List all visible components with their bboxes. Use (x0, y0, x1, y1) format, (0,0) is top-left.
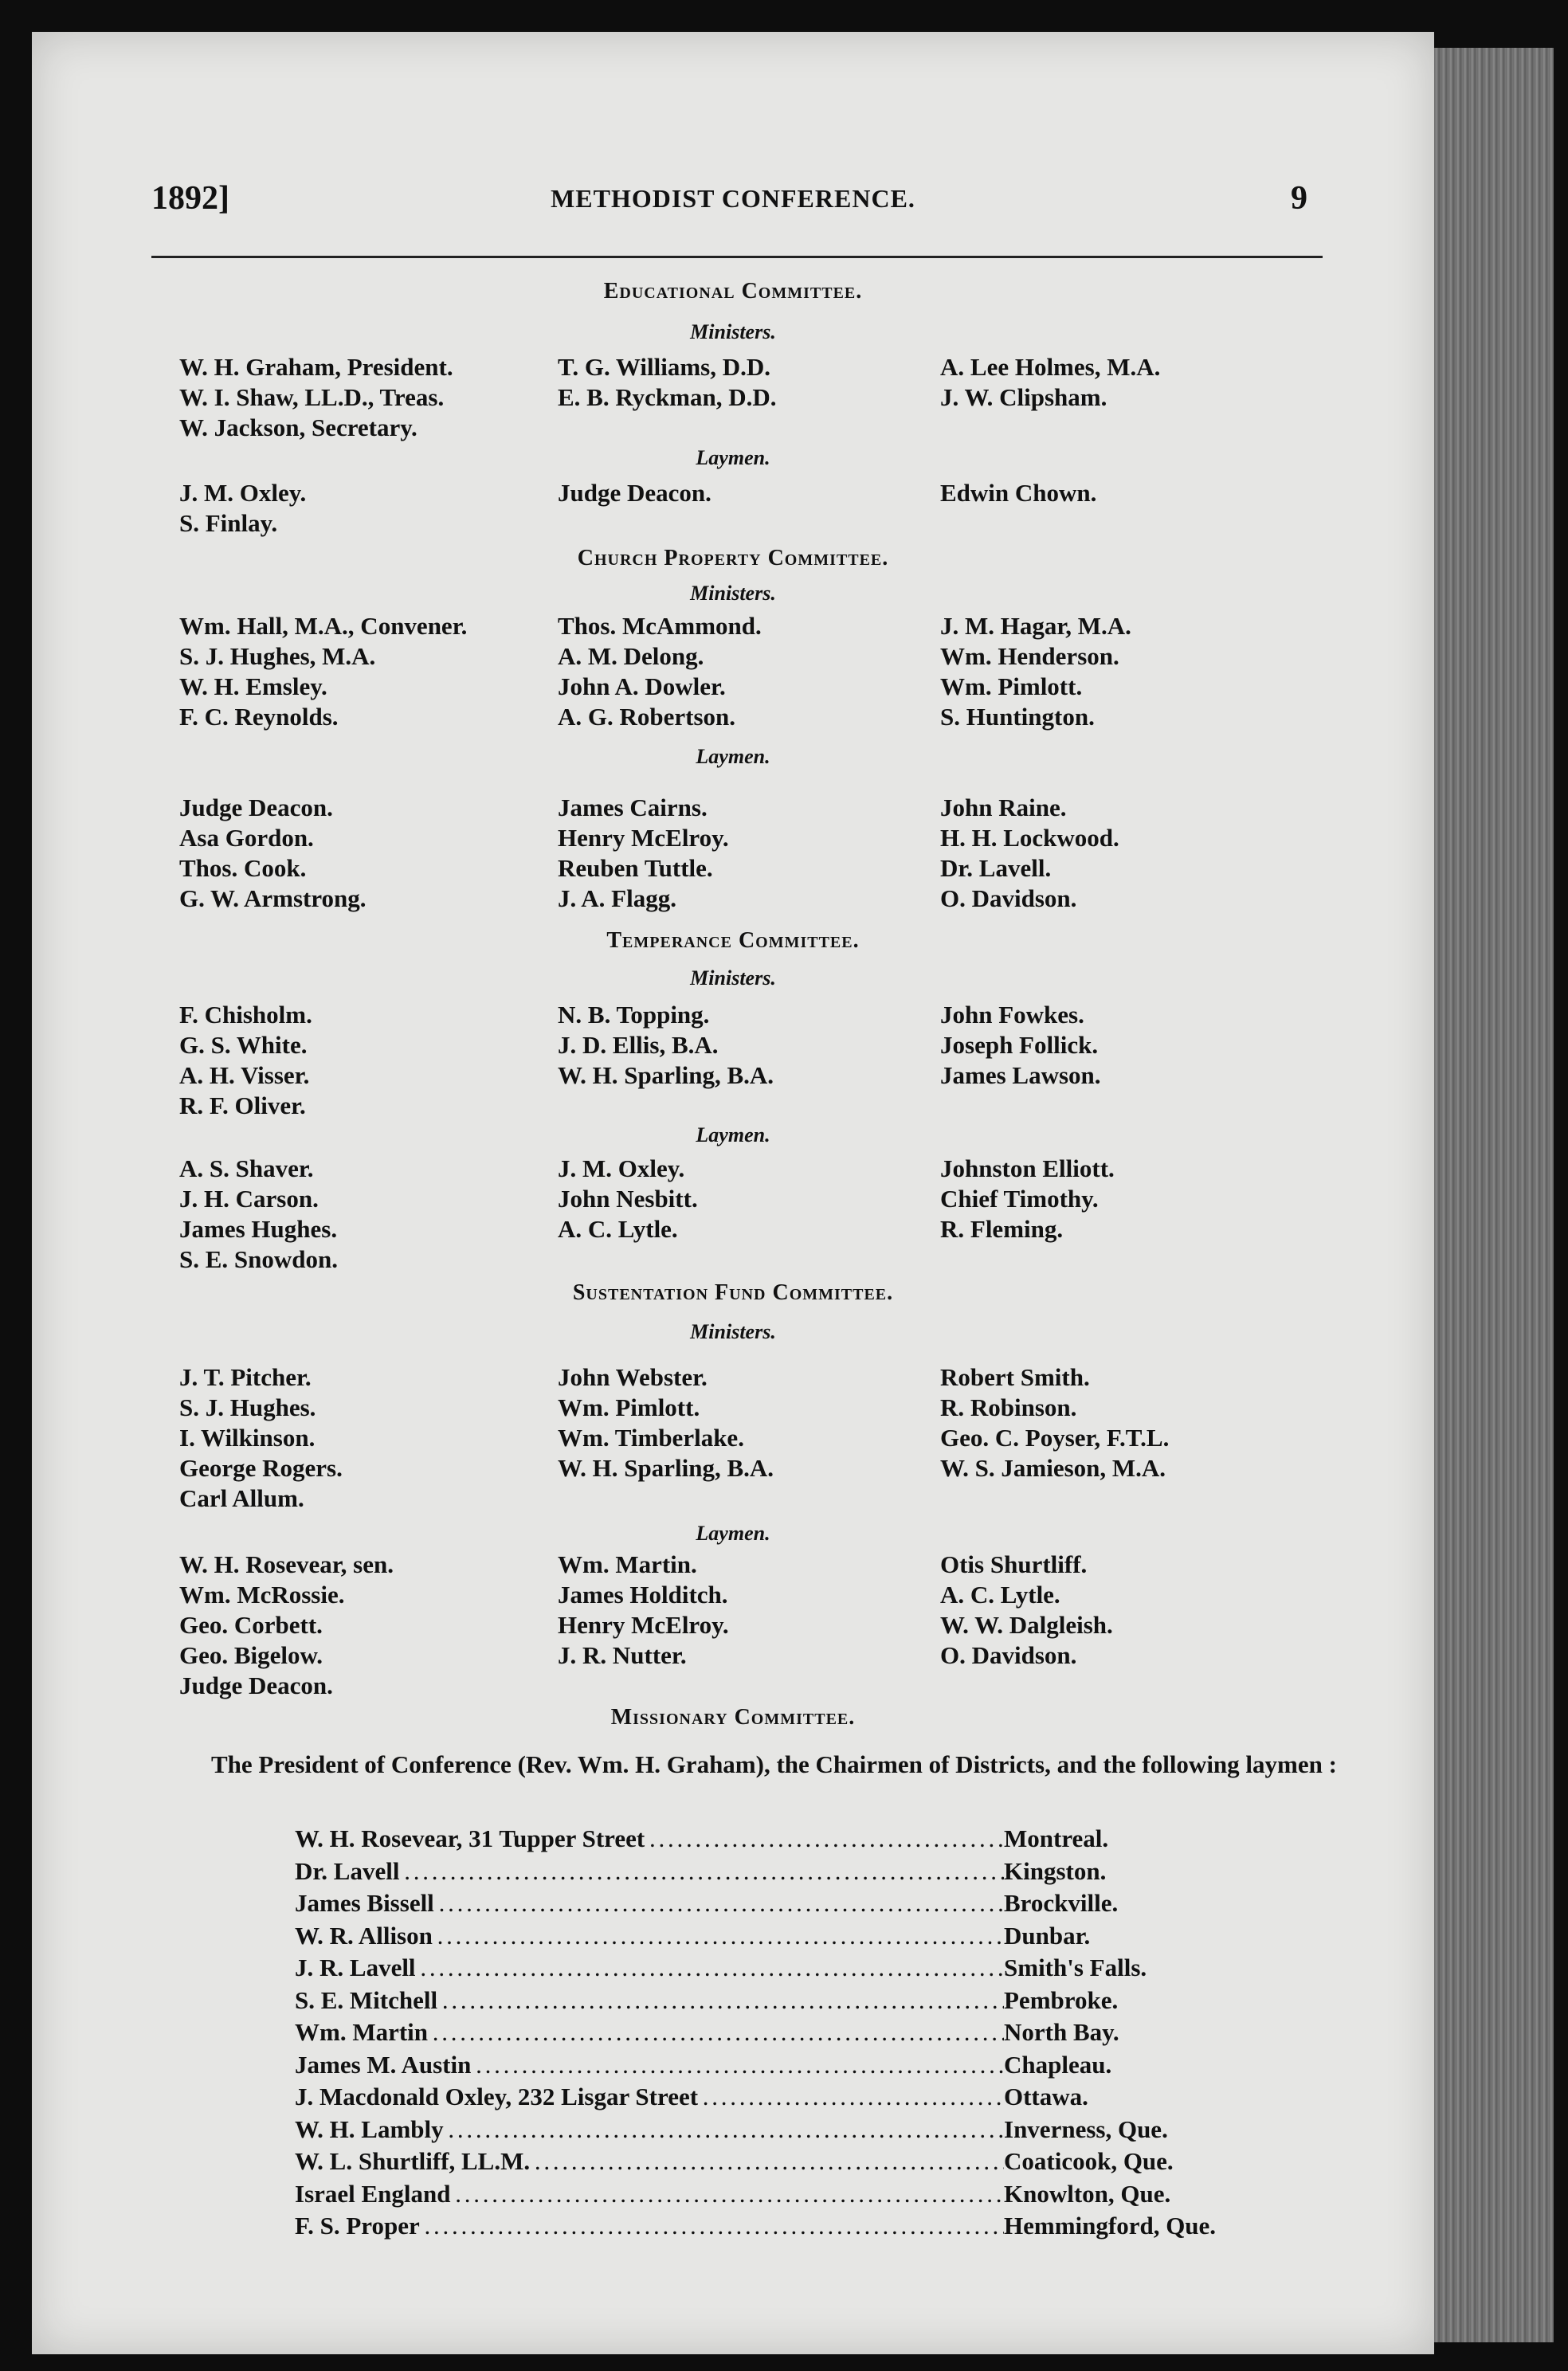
member-name: J. M. Oxley. (558, 1154, 685, 1182)
member-place: Hemmingford, Que. (1004, 2212, 1217, 2240)
member-name: A. H. Visser. (179, 1061, 310, 1089)
member-name: W. H. Rosevear, sen. (179, 1550, 394, 1578)
member-name: Asa Gordon. (179, 824, 314, 852)
member-name: Robert Smith. (940, 1363, 1090, 1391)
laymen-column (179, 1550, 394, 1701)
member-name: Dr. Lavell . . . (295, 1857, 1004, 1886)
member-name: Thos. Cook. (179, 854, 307, 882)
laymen-column (179, 478, 306, 539)
member-name: Reuben Tuttle. (558, 854, 713, 882)
member-name: G. S. White. (179, 1031, 308, 1059)
member-name: G. W. Armstrong. (179, 884, 367, 912)
member-name: W. Jackson, Secretary. (179, 413, 417, 441)
member-name: W. H. Sparling, B.A. (558, 1061, 774, 1089)
laymen-label: Laymen. (696, 1123, 770, 1146)
laymen-column (179, 1154, 338, 1275)
ministers-label: Ministers. (690, 1320, 776, 1343)
page-edge (1434, 48, 1554, 2342)
member-name: W. H. Graham, President. (179, 353, 453, 381)
member-name: S. E. Mitchell . . . (295, 1986, 1004, 2015)
member-name: James Holditch. (558, 1581, 728, 1609)
member-name: W. R. Allison . . . (295, 1922, 1004, 1950)
list-item (295, 1986, 1283, 2019)
section-title-church-property: Church Property Committee. (577, 546, 889, 570)
list-item (295, 2018, 1283, 2051)
ministers-column (179, 1000, 312, 1121)
header-rule (151, 256, 1323, 258)
member-name: Edwin Chown. (940, 479, 1097, 507)
ministers-column (940, 1362, 1169, 1483)
member-name: F. Chisholm. (179, 1001, 312, 1029)
member-name: John Webster. (558, 1363, 708, 1391)
member-name: J. R. Nutter. (558, 1641, 687, 1669)
ministers-column (558, 352, 777, 413)
member-name: W. L. Shurtliff, LL.M. . . . (295, 2147, 1004, 2176)
member-name: Chief Timothy. (940, 1185, 1099, 1213)
member-name: S. J. Hughes. (179, 1393, 316, 1421)
member-name: John Nesbitt. (558, 1185, 698, 1213)
member-place: Montreal. (1004, 1824, 1109, 1852)
member-name: James Lawson. (940, 1061, 1101, 1089)
list-item (295, 1889, 1283, 1922)
list-item (295, 2147, 1283, 2180)
member-name: W. H. Emsley. (179, 672, 327, 700)
member-name: N. B. Topping. (558, 1001, 710, 1029)
missionary-intro-text: The President of Conference (Rev. Wm. H. Graham), the Chairmen of Districts, and the following laymen : (211, 1750, 1337, 1778)
member-name: W. W. Dalgleish. (940, 1611, 1113, 1639)
member-name: R. Fleming. (940, 1215, 1064, 1243)
member-name: J. R. Lavell . . . (295, 1954, 1004, 1982)
member-place: Dunbar. (1004, 1921, 1091, 1950)
member-name: George Rogers. (179, 1454, 343, 1482)
member-name: A. G. Robertson. (558, 703, 736, 731)
member-name: F. S. Proper . . . (295, 2212, 1004, 2240)
member-name: Dr. Lavell. (940, 854, 1052, 882)
laymen-label: Laymen. (696, 1522, 770, 1545)
member-place: Pembroke. (1004, 1985, 1119, 2014)
member-name: A. S. Shaver. (179, 1154, 314, 1182)
member-name: Wm. Martin . . . (295, 2018, 1004, 2047)
member-name: R. F. Oliver. (179, 1091, 306, 1119)
member-name: J. T. Pitcher. (179, 1363, 312, 1391)
missionary-member-list (295, 1824, 1283, 2244)
member-name: Geo. C. Poyser, F.T.L. (940, 1424, 1170, 1452)
section-title-missionary: Missionary Committee. (610, 1705, 856, 1730)
member-name: Judge Deacon. (179, 794, 333, 821)
member-name: A. C. Lytle. (940, 1581, 1060, 1609)
member-place: Chapleau. (1004, 2050, 1112, 2079)
member-name: W. H. Sparling, B.A. (558, 1454, 774, 1482)
laymen-column (558, 478, 711, 508)
ministers-column (558, 1000, 774, 1091)
laymen-column (940, 1154, 1115, 1244)
member-name: Judge Deacon. (558, 479, 711, 507)
section-title-temperance: Temperance Committee. (606, 928, 860, 953)
member-name: O. Davidson. (940, 1641, 1077, 1669)
list-item (295, 2083, 1283, 2115)
list-item (295, 2180, 1283, 2212)
list-item (295, 2115, 1283, 2148)
laymen-column (558, 1550, 729, 1671)
member-name: A. M. Delong. (558, 642, 704, 670)
member-name: W. I. Shaw, LL.D., Treas. (179, 383, 445, 411)
list-item (295, 2051, 1283, 2083)
member-name: Carl Allum. (179, 1484, 304, 1512)
member-name: Geo. Bigelow. (179, 1641, 323, 1669)
member-name: O. Davidson. (940, 884, 1077, 912)
list-item (295, 1824, 1283, 1857)
member-place: Ottawa. (1004, 2083, 1088, 2110)
member-name: Wm. Henderson. (940, 642, 1119, 670)
member-name: J. A. Flagg. (558, 884, 676, 912)
member-name: W. H. Lambly . . . (295, 2115, 1004, 2144)
member-name: J. Macdonald Oxley, 232 Lisgar Street . . . (295, 2083, 1004, 2111)
ministers-column (940, 352, 1160, 413)
laymen-column (179, 793, 367, 914)
member-name: John Raine. (940, 794, 1067, 821)
member-name: Henry McElroy. (558, 1611, 729, 1639)
ministers-label: Ministers. (690, 320, 776, 343)
member-name: Wm. Hall, M.A., Convener. (179, 612, 468, 640)
ministers-column (558, 611, 762, 732)
member-name: John A. Dowler. (558, 672, 726, 700)
book-page (32, 32, 1434, 2354)
laymen-label: Laymen. (696, 446, 770, 469)
ministers-column (179, 611, 467, 732)
laymen-column (558, 1154, 698, 1244)
member-name: Joseph Follick. (940, 1031, 1099, 1059)
member-name: R. Robinson. (940, 1393, 1077, 1421)
member-name: Otis Shurtliff. (940, 1550, 1088, 1578)
list-item (295, 2212, 1283, 2244)
member-place: Smith's Falls. (1004, 1954, 1147, 1981)
header-year: 1892] (151, 180, 229, 217)
laymen-label: Laymen. (696, 745, 770, 768)
member-name: S. Finlay. (179, 509, 278, 537)
laymen-column (940, 793, 1119, 914)
ministers-column (940, 611, 1131, 732)
member-name: I. Wilkinson. (179, 1424, 316, 1452)
member-name: James Hughes. (179, 1215, 338, 1243)
member-name: W. H. Rosevear, 31 Tupper Street . . . (295, 1824, 1004, 1853)
member-name: S. Huntington. (940, 703, 1095, 731)
member-name: J. M. Oxley. (179, 479, 307, 507)
running-title: METHODIST CONFERENCE. (551, 184, 915, 213)
member-name: James Cairns. (558, 794, 708, 821)
ministers-column (558, 1362, 774, 1483)
member-place: Inverness, Que. (1004, 2114, 1168, 2143)
member-name: F. C. Reynolds. (179, 703, 339, 731)
member-name: Geo. Corbett. (179, 1611, 323, 1639)
section-title-sustentation: Sustentation Fund Committee. (572, 1280, 894, 1305)
member-name: T. G. Williams, D.D. (558, 353, 770, 381)
member-name: A. Lee Holmes, M.A. (940, 353, 1161, 381)
ministers-column (179, 1362, 343, 1514)
member-place: Knowlton, Que. (1004, 2179, 1171, 2208)
member-name: Wm. McRossie. (179, 1581, 345, 1609)
member-name: E. B. Ryckman, D.D. (558, 383, 777, 411)
member-name: Johnston Elliott. (940, 1154, 1115, 1182)
member-place: Coaticook, Que. (1004, 2147, 1174, 2175)
member-name: S. E. Snowdon. (179, 1245, 339, 1273)
member-place: Brockville. (1004, 1889, 1119, 1917)
list-item (295, 1954, 1283, 1986)
member-name: James M. Austin . . . (295, 2051, 1004, 2079)
laymen-column (558, 793, 729, 914)
list-item (295, 1922, 1283, 1954)
missionary-intro (179, 1749, 1343, 1781)
list-item (295, 1857, 1283, 1890)
member-name: J. M. Hagar, M.A. (940, 612, 1131, 640)
member-name: J. W. Clipsham. (940, 383, 1107, 411)
page-header (32, 179, 1434, 219)
member-name: Wm. Pimlott. (558, 1393, 700, 1421)
laymen-column (940, 1550, 1113, 1671)
member-name: W. S. Jamieson, M.A. (940, 1454, 1166, 1482)
member-name: S. J. Hughes, M.A. (179, 642, 376, 670)
member-name: Wm. Timberlake. (558, 1424, 744, 1452)
member-name: James Bissell . . . (295, 1889, 1004, 1918)
page-number: 9 (1291, 180, 1307, 217)
member-name: Thos. McAmmond. (558, 612, 762, 640)
ministers-label: Ministers. (690, 582, 776, 605)
member-name: H. H. Lockwood. (940, 824, 1119, 852)
member-name: Henry McElroy. (558, 824, 729, 852)
member-place: Kingston. (1004, 1856, 1107, 1885)
member-name: A. C. Lytle. (558, 1215, 678, 1243)
member-name: J. D. Ellis, B.A. (558, 1031, 719, 1059)
member-name: Israel England . . . (295, 2180, 1004, 2208)
ministers-column (179, 352, 453, 443)
member-name: Wm. Pimlott. (940, 672, 1083, 700)
member-name: Judge Deacon. (179, 1671, 333, 1699)
member-place: North Bay. (1004, 2018, 1119, 2046)
section-title-educational: Educational Committee. (603, 279, 863, 304)
laymen-column (940, 478, 1096, 508)
ministers-column (940, 1000, 1101, 1091)
member-name: John Fowkes. (940, 1001, 1084, 1029)
member-name: J. H. Carson. (179, 1185, 319, 1213)
member-name: Wm. Martin. (558, 1550, 697, 1578)
ministers-label: Ministers. (690, 966, 776, 990)
